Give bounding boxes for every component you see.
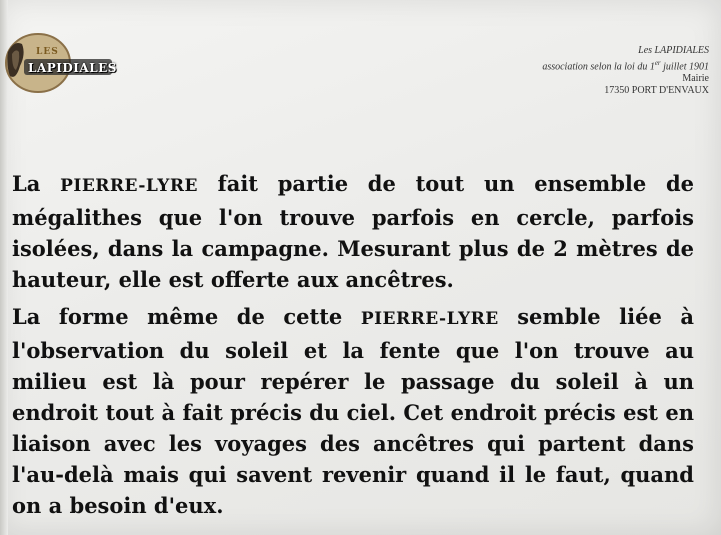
pierre-lyre-name: PIERRE-LYRE bbox=[60, 176, 198, 196]
association-address: 17350 PORT D'ENVAUX bbox=[604, 85, 709, 97]
paragraph-1: La PIERRE-LYRE fait partie de tout un ensemble de mégalithes que l'on trouve parfois en cercle, parfois isolées, dans la campagne. Mesurant plus de 2 mètres de hauteur, elle est offerte aux ancêtres. bbox=[12, 171, 695, 292]
association-info bbox=[449, 45, 709, 97]
logo-les-text: LES bbox=[36, 47, 59, 57]
association-name: Les LAPIDIALES bbox=[638, 45, 709, 56]
association-law: association selon la loi du 1er juillet 1901 bbox=[542, 59, 709, 73]
lapidiales-logo bbox=[4, 32, 124, 94]
logo-name-text: LAPIDIALES bbox=[28, 61, 117, 75]
pierre-lyre-name: PIERRE-LYRE bbox=[360, 309, 499, 329]
association-mairie: Mairie bbox=[682, 73, 709, 85]
paragraph-2: La forme même de cette PIERRE-LYRE semble liée à l'observation du soleil et la fente que l'on trouve au milieu est là pour repérer le passage du soleil à un endroit tout à fait précis du ciel. Cet endroit précis est en liaison avec les voyages des ancêtres qui partent dans l'au-delà mais qui savent revenir quand il le faut, quand on a besoin d'eux. bbox=[12, 304, 694, 518]
